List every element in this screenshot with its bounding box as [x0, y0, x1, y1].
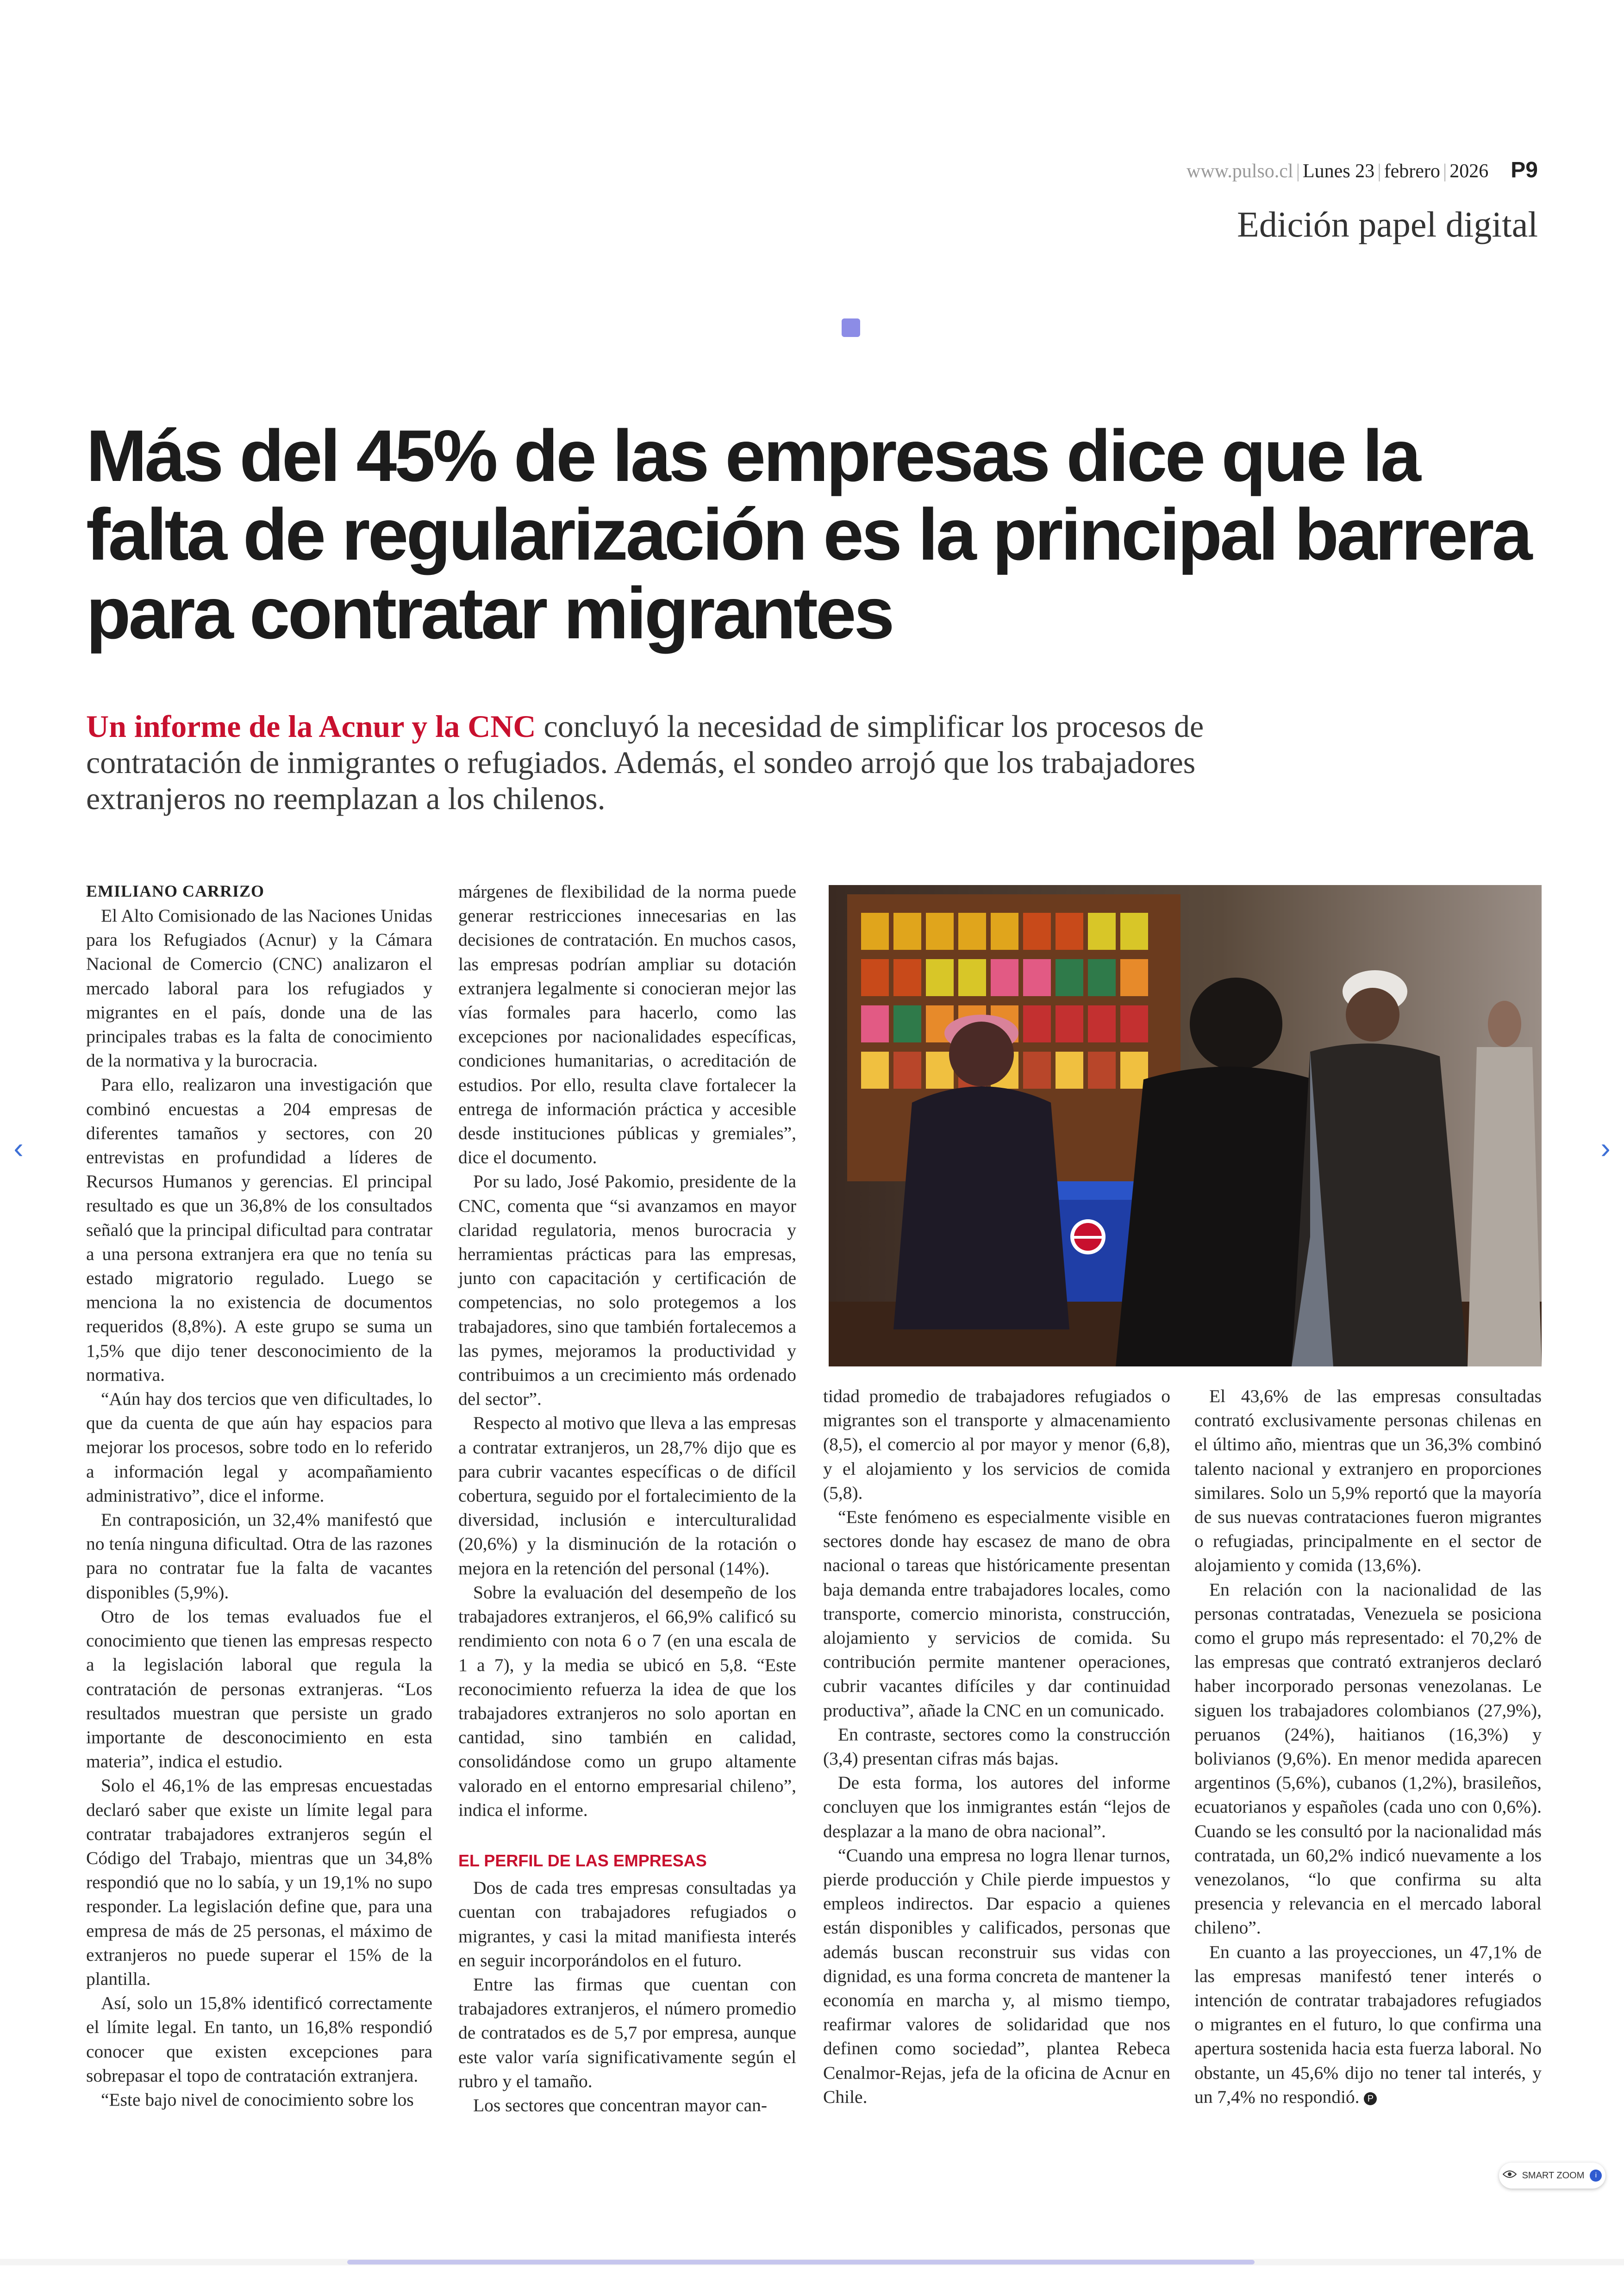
page-number: P9 — [1511, 158, 1538, 182]
edition-label: Edición papel digital — [1237, 204, 1538, 244]
street-vendor-photo-illustration — [829, 885, 1542, 1366]
issue-day: Lunes 23 — [1303, 161, 1375, 182]
paragraph: Para ello, realizaron una investigación que combinó encuestas a 204 empresas de diferentes tamaños y sectores, con 20 entrevistas en profundidad a líderes de Recursos Humanos y gerencias. El principal resultado es que un 36,8% de los consultados señaló que la principal dificultad para contratar a una persona extranjera era que no tenía su estado migratorio regulado. Luego se menciona la no existencia de documentos requeridos (8,8%). A este grupo se suma un 1,5% que dijo tener desconocimiento de la normativa. — [86, 1074, 432, 1385]
byline: EMILIANO CARRIZO — [86, 882, 265, 900]
previous-page-arrow[interactable]: ‹ — [13, 1131, 24, 1165]
paragraph: Entre las firmas que cuentan con trabajadores extranjeros, el número promedio de contratados es de 5,7 por empresa, aunque este valor varía significativamente según el rubro y el tamaño. — [458, 1974, 796, 2091]
paragraph: “Cuando una empresa no logra llenar turnos, pierde producción y Chile pierde impuestos y empleos indirectos. Dar espacio a quienes están disponibles y calificados, personas que además buscan reconstruir sus vidas con dignidad, es una forma concreta de mantener la economía en marcha y, al mismo tiempo, reafirmar valores de solidaridad que nos definen como sociedad”, plantea Rebeca Cenalmor-Rejas, jefa de la oficina de Acnur en Chile. — [823, 1845, 1170, 2107]
eye-icon — [1503, 2170, 1517, 2182]
paragraph: En relación con la nacionalidad de las personas contratadas, Venezuela se posiciona como el grupo más representado: el 70,2% de las empresas que contrató extranjeros declaró haber incorporado personas venezolanas. Le siguen los trabajadores colombianos (27,9%), peruanos (24%), haitianos (16,3%) y bolivianos (9,6%). En menor medida aparecen argentinos (5,6%), cubanos (1,2%), brasileños, ecuatorianos y españoles (cada uno con 0,6%). Cuando se les consultó por la nacionalidad más contratada, un 60,2% indicó nuevamente a los venezolanos, “lo que confirma su alta presencia y relevancia en el mercado laboral chileno”. — [1194, 1579, 1542, 1938]
article-headline: Más del 45% de las empresas dice que la falta de regularización es la principal barrera para contratar migrantes — [86, 415, 1530, 654]
paragraph: Por su lado, José Pakomio, presidente de la CNC, comenta que “si avanzamos en mayor claridad regulatoria, menos burocracia y herramientas prácticas para las empresas, junto con capacitación y certificación de competencias, no solo protegemos a los trabajadores, sino que también fortalecemos a las pymes, mejoramos la productividad y contribuimos a un crecimiento más ordenado del sector”. — [458, 1171, 796, 1409]
smart-zoom-button[interactable] — [1499, 2163, 1605, 2189]
paragraph: Sobre la evaluación del desempeño de los trabajadores extranjeros, el 66,9% calificó su rendimiento con nota 6 o 7 (en una escala de 1 a 7), y la media se ubicó en 5,8. “Este reconocimiento refuerza la idea de que los trabajadores extranjeros no solo aportan en cantidad, sino también en calidad, consolidándose como un grupo altamente valorado en el entorno empresarial chileno”, indica el informe. — [458, 1582, 796, 1820]
paragraph: Así, solo un 15,8% identificó correctamente el límite legal. En tanto, un 16,8% respondió conocer que existen excepciones para sobrepasar el topo de contratación extranjera. — [86, 1993, 432, 2086]
paragraph: El 43,6% de las empresas consultadas contrató exclusivamente personas chilenas en el último año, mientras que un 36,3% combinó talento nacional y extranjero en proporciones similares. Solo un 5,9% reportó que la mayoría de sus nuevas contrataciones fueron migrantes o refugiadas, principalmente en el sector de alojamiento y comida (13,6%). — [1194, 1386, 1542, 1576]
column-4 — [1194, 1384, 1542, 2109]
column-2 — [458, 879, 796, 2117]
paragraph: De esta forma, los autores del informe concluyen que los inmigrantes están “lejos de desplazar a la mano de obra nacional”. — [823, 1772, 1170, 1841]
paragraph: En contraste, sectores como la construcción (3,4) presentan cifras más bajas. — [823, 1724, 1170, 1769]
annotation-marker[interactable] — [842, 318, 860, 337]
paragraph: márgenes de flexibilidad de la norma puede generar restricciones innecesarias en las decisiones de contratación. En muchos casos, las empresas podrían ampliar su dotación extranjera legalmente si conocieran mejor las vías formales para hacerlo, como las excepciones por nacionalidades específicas, condiciones humanitarias, o acreditación de estudios. Por ello, resulta clave fortalecer la entrega de información práctica y accesible desde instituciones públicas y gremiales”, dice el documento. — [458, 881, 796, 1168]
paragraph: El Alto Comisionado de las Naciones Unidas para los Refugiados (Acnur) y la Cámara Nacional de Comercio (CNC) analizaron el mercado laboral para los refugiados y migrantes en el país, donde una de las principales trabas es la falta de conocimiento de la normativa y la burocracia. — [86, 905, 432, 1071]
paragraph: Respecto al motivo que lleva a las empresas a contratar extranjeros, un 28,7% dijo que es para cubrir vacantes específicas o de difícil cobertura, seguido por el fortalecimiento de la diversidad, inclusión e interculturalidad (20,6%) y la disminución de la rotación o mejora en la retención del personal (14%). — [458, 1413, 796, 1578]
paragraph: Otro de los temas evaluados fue el conocimiento que tienen las empresas respecto a la legislación laboral que regula la contratación de personas extranjeras. “Los resultados muestran que persiste un grado importante de desconocimiento en esta materia”, indica el estudio. — [86, 1606, 432, 1772]
column-1 — [86, 904, 432, 2112]
info-icon: i — [1590, 2170, 1602, 2182]
end-mark-icon: P — [1364, 2092, 1377, 2105]
paragraph: tidad promedio de trabajadores refugiados o migrantes son el transporte y almacenamiento (8,5), el comercio al por mayor y menor (6,8), y el alojamiento y los servicios de comida (5,8). — [823, 1386, 1170, 1503]
paragraph: Solo el 46,1% de las empresas encuestadas declaró saber que existe un límite legal para contratar trabajadores extranjeros según el Código del Trabajo, mientras que un 34,8% respondió que no lo sabía, y un 19,1% no supo responder. La legislación define que, para una empresa de más de 25 personas, el máximo de extranjeros no puede superar el 15% de la plantilla. — [86, 1775, 432, 1989]
smart-zoom-label: SMART ZOOM — [1522, 2170, 1585, 2181]
deck-lead: Un informe de la Acnur y la CNC — [86, 709, 536, 744]
closing-text: En cuanto a las proyecciones, un 47,1% de las empresas manifestó tener interés o intención de contratar trabajadores refugiados o migrantes en el futuro, lo que confirma una apertura sostenida hacia esta fuerza laboral. No obstante, un 45,6% dijo no tener tal interés, y un 7,4% no respondió. — [1194, 1941, 1542, 2107]
masthead-line: www.pulso.cl | Lunes 23 | febrero | 2026 P9 — [1187, 158, 1538, 182]
issue-month: febrero — [1384, 161, 1440, 182]
site-url: www.pulso.cl — [1187, 161, 1293, 182]
paragraph: “Este bajo nivel de conocimiento sobre los — [101, 2089, 414, 2110]
paragraph: “Este fenómeno es especialmente visible en sectores donde hay escasez de mano de obra nacional o tareas que históricamente presentan baja demanda entre trabajadores locales, como transporte, comercio minorista, construcción, alojamiento y servicios de comida. Su contribución permite mantener operaciones, cubrir vacantes difíciles y dar continuidad productiva”, añade la CNC en un comunicado. — [823, 1507, 1170, 1721]
issue-year: 2026 — [1449, 161, 1489, 182]
horizontal-scroll-thumb[interactable] — [347, 2260, 1255, 2264]
next-page-arrow[interactable]: › — [1600, 1131, 1611, 1165]
section-subhead: EL PERFIL DE LAS EMPRESAS — [458, 1851, 707, 1870]
article-photo — [829, 885, 1542, 1366]
paragraph: Dos de cada tres empresas consultadas ya cuentan con trabajadores refugiados o migrantes, y casi la mitad manifiesta interés en seguir incorporándolos en el futuro. — [458, 1877, 796, 1971]
paragraph — [1194, 1940, 1542, 2109]
paragraph: En contraposición, un 32,4% manifestó que no tenía ninguna dificultad. Otra de las razones para no contratar fue la falta de vacantes disponibles (5,9%). — [86, 1509, 432, 1603]
deck-text: concluyó la necesidad de simplificar los procesos de contratación de inmigrantes o refugiados. Además, el sondeo arrojó que los trabajadores extranjeros no reemplazan a los chilenos. — [86, 709, 1204, 816]
paragraph: Los sectores que concentran mayor can- — [473, 2095, 768, 2115]
paragraph: “Aún hay dos tercios que ven dificultades, lo que da cuenta de que aún hay espacios para mejorar los procesos, sobre todo en lo referido a información legal y acompañamiento administrativo”, dice el informe. — [86, 1389, 432, 1506]
column-3 — [823, 1384, 1170, 2109]
article-deck — [86, 708, 1336, 817]
